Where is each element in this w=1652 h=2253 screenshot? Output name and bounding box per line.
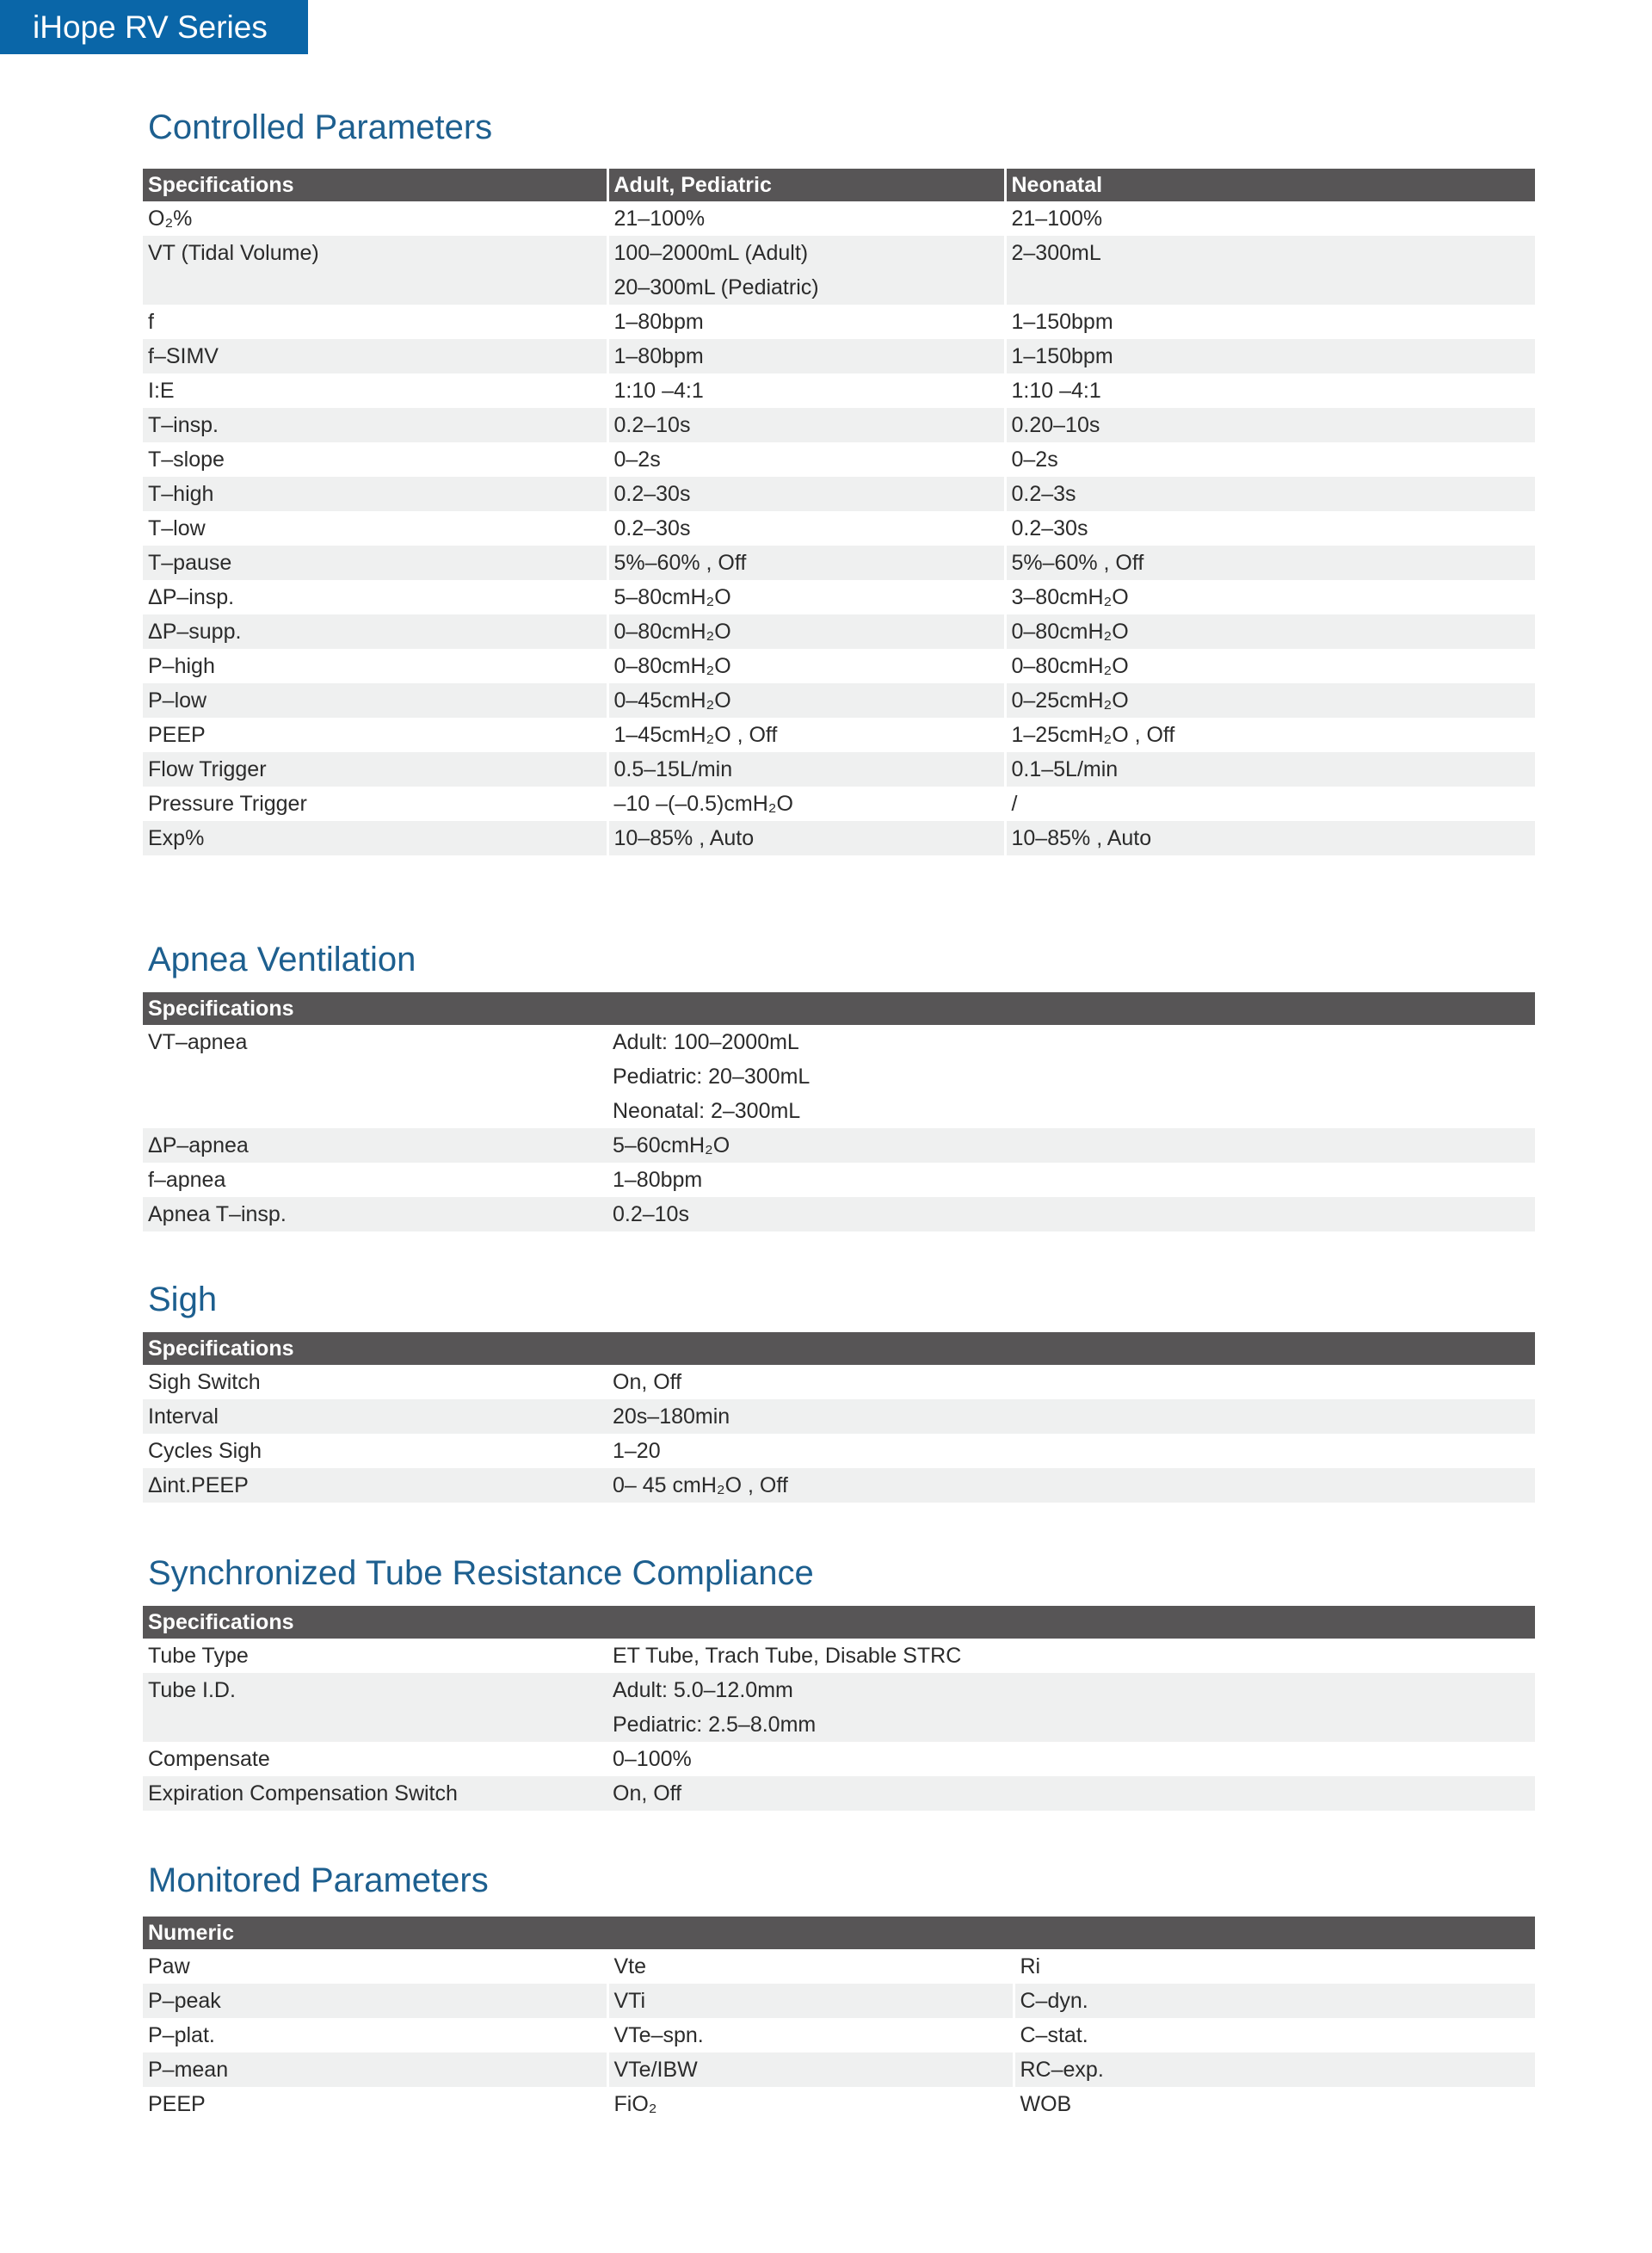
table-cell: PEEP [148, 2092, 206, 2116]
table-cell: 0–80cmH₂O [1005, 649, 1535, 683]
section-title: Synchronized Tube Resistance Compliance [148, 1554, 814, 1592]
table-cell: 0–2s [607, 442, 1005, 477]
table-row [143, 2052, 1535, 2087]
table-cell: VT (Tidal Volume) [143, 236, 607, 305]
table-row [143, 2018, 1535, 2052]
table-cell: Δint.PEEP [143, 1468, 607, 1503]
table-cell: 0.1–5L/min [1005, 752, 1535, 787]
table-cell: VTi [607, 1984, 1014, 2018]
table-cell: Flow Trigger [143, 752, 607, 787]
table-row [143, 339, 1535, 373]
table-header-row [143, 1917, 1535, 1949]
strc-section [143, 1556, 1535, 1811]
table-row [143, 614, 1535, 649]
series-header-tab: iHope RV Series [0, 0, 308, 54]
table-row [143, 373, 1535, 408]
table-cell: I:E [148, 379, 175, 403]
table-row [143, 1639, 1535, 1673]
table-cell: 10–85% , Auto [1005, 821, 1535, 855]
table-cell: 0.2–3s [1005, 477, 1535, 511]
table-cell: O₂% [148, 207, 193, 231]
table-cell: FiO₂ [607, 2087, 1014, 2121]
table-row [143, 477, 1535, 511]
table-row [143, 1025, 1535, 1128]
table-cell: T–high [143, 477, 607, 511]
table-cell: 1–80bpm [607, 305, 1005, 339]
table-row [143, 236, 1535, 305]
table-cell: 1:10 –4:1 [1005, 373, 1535, 408]
table-cell: 21–100% [607, 201, 1005, 236]
table-row [143, 1434, 1535, 1468]
table-cell: On, Off [613, 1370, 682, 1394]
table-cell: Adult: 100–2000mL Pediatric: 20–300mL Neonatal: 2–300mL [613, 1030, 811, 1123]
table-cell: 0.2–10s [607, 408, 1005, 442]
table-cell: 0–45cmH₂O [607, 683, 1005, 718]
table-cell: 0– 45 cmH₂O , Off [607, 1468, 1535, 1503]
table-cell: 3–80cmH₂O [1005, 580, 1535, 614]
table-row [143, 1197, 1535, 1231]
table-cell: Tube I.D. [143, 1673, 607, 1742]
table-row [143, 649, 1535, 683]
table-row [143, 718, 1535, 752]
table-cell: 5%–60% , Off [1005, 546, 1535, 580]
table-cell: Ri [1014, 1949, 1535, 1984]
table-cell: Exp% [143, 821, 607, 855]
table-cell: Cycles Sigh [148, 1439, 262, 1463]
table-cell: Interval [143, 1399, 607, 1434]
table-cell: 20s–180min [607, 1399, 1535, 1434]
table-cell: Apnea T–insp. [143, 1197, 607, 1231]
table-row [143, 2087, 1535, 2121]
table-row [143, 1776, 1535, 1811]
table-cell: 0–2s [1005, 442, 1535, 477]
table-cell: 0–25cmH₂O [1005, 683, 1535, 718]
table-cell: T–insp. [143, 408, 607, 442]
table-row [143, 201, 1535, 236]
table-header-cell: Specifications [143, 1606, 1535, 1639]
table-header-cell: Specifications [143, 169, 607, 201]
table-cell: VT–apnea [148, 1030, 248, 1054]
table-row [143, 821, 1535, 855]
table-cell: P–mean [143, 2052, 607, 2087]
table-cell: Paw [148, 1954, 190, 1978]
table-cell: ET Tube, Trach Tube, Disable STRC [613, 1644, 962, 1668]
table-cell: Tube Type [148, 1644, 249, 1668]
table-row [143, 1949, 1535, 1984]
table-cell: T–low [148, 516, 206, 540]
table-cell: / [1005, 787, 1535, 821]
table-cell: C–dyn. [1014, 1984, 1535, 2018]
table-cell: 1–80bpm [607, 339, 1005, 373]
sigh-table [143, 1332, 1535, 1503]
section-title: Apnea Ventilation [148, 941, 416, 978]
table-cell: 21–100% [1005, 201, 1535, 236]
table-cell: Pressure Trigger [148, 792, 307, 816]
table-header-cell: Numeric [143, 1917, 1535, 1949]
table-header-cell: Specifications [143, 1332, 1535, 1365]
table-cell: P–plat. [148, 2023, 215, 2047]
table-cell: PEEP [148, 723, 206, 747]
table-row [143, 1742, 1535, 1776]
table-cell: 0.20–10s [1005, 408, 1535, 442]
table-cell: f–SIMV [143, 339, 607, 373]
table-header-cell: Neonatal [1005, 169, 1535, 201]
section-title: Sigh [148, 1281, 218, 1318]
table-header-row [143, 169, 1535, 201]
table-cell: 0–80cmH₂O [1005, 614, 1535, 649]
table-header-row [143, 1332, 1535, 1365]
table-header-row [143, 992, 1535, 1025]
controlled-parameters-table [143, 169, 1535, 855]
strc-table [143, 1606, 1535, 1811]
table-row [143, 1984, 1535, 2018]
table-cell: Adult: 5.0–12.0mm Pediatric: 2.5–8.0mm [607, 1673, 1535, 1742]
table-cell: ΔP–supp. [143, 614, 607, 649]
table-cell: 5–60cmH₂O [607, 1128, 1535, 1163]
table-cell: VTe/IBW [607, 2052, 1014, 2087]
table-cell: P–high [148, 654, 215, 678]
table-header-row [143, 1606, 1535, 1639]
table-row [143, 787, 1535, 821]
table-cell: 1–80bpm [613, 1168, 703, 1192]
table-row [143, 752, 1535, 787]
table-cell: 5–80cmH₂O [607, 580, 1005, 614]
table-row [143, 1399, 1535, 1434]
table-cell: On, Off [607, 1776, 1535, 1811]
table-row [143, 546, 1535, 580]
table-row [143, 1673, 1535, 1742]
table-cell: 0.2–30s [607, 477, 1005, 511]
monitored-parameters-table [143, 1917, 1535, 2121]
table-row [143, 408, 1535, 442]
table-cell: Vte [607, 1949, 1014, 1984]
table-cell: C–stat. [1014, 2018, 1535, 2052]
table-cell: 1–25cmH₂O , Off [1005, 718, 1535, 752]
table-row [143, 580, 1535, 614]
table-cell: 1:10 –4:1 [607, 373, 1005, 408]
table-cell: Compensate [148, 1747, 270, 1771]
table-cell: 0–80cmH₂O [607, 614, 1005, 649]
table-cell: 5%–60% , Off [607, 546, 1005, 580]
table-cell: 1–20 [613, 1439, 661, 1463]
table-cell: 100–2000mL (Adult) 20–300mL (Pediatric) [607, 236, 1005, 305]
table-cell: f [148, 310, 154, 334]
table-cell: –10 –(–0.5)cmH₂O [607, 787, 1005, 821]
table-cell: 1–45cmH₂O , Off [607, 718, 1005, 752]
table-cell: 0–100% [613, 1747, 692, 1771]
table-cell: f–apnea [148, 1168, 226, 1192]
table-cell: 10–85% , Auto [607, 821, 1005, 855]
table-row [143, 1128, 1535, 1163]
controlled-parameters-section [143, 110, 1535, 855]
table-cell: Expiration Compensation Switch [143, 1776, 607, 1811]
table-cell: T–slope [148, 448, 225, 472]
table-cell: P–peak [143, 1984, 607, 2018]
table-cell: ΔP–apnea [143, 1128, 607, 1163]
table-cell: ΔP–insp. [148, 585, 235, 609]
table-cell: 0.2–10s [607, 1197, 1535, 1231]
table-cell: T–pause [143, 546, 607, 580]
table-cell: VTe–spn. [607, 2018, 1014, 2052]
table-cell: 0.5–15L/min [607, 752, 1005, 787]
sigh-section [143, 1282, 1535, 1503]
table-cell: 1–150bpm [1005, 305, 1535, 339]
table-row [143, 442, 1535, 477]
table-cell: 0.2–30s [607, 511, 1005, 546]
apnea-ventilation-table [143, 992, 1535, 1231]
table-row [143, 511, 1535, 546]
table-header-cell: Specifications [143, 992, 1535, 1025]
table-cell: P–low [143, 683, 607, 718]
table-header-cell: Adult, Pediatric [607, 169, 1005, 201]
table-cell: 0.2–30s [1005, 511, 1535, 546]
table-row [143, 305, 1535, 339]
apnea-ventilation-section [143, 942, 1535, 1231]
table-cell: Sigh Switch [148, 1370, 261, 1394]
table-cell: 0–80cmH₂O [607, 649, 1005, 683]
table-row [143, 1365, 1535, 1399]
table-row [143, 683, 1535, 718]
table-cell: WOB [1014, 2087, 1535, 2121]
table-row [143, 1468, 1535, 1503]
table-cell: 1–150bpm [1005, 339, 1535, 373]
monitored-parameters-section [143, 1863, 1535, 2121]
table-row [143, 1163, 1535, 1197]
section-title: Monitored Parameters [148, 1861, 489, 1899]
section-title: Controlled Parameters [148, 108, 493, 146]
table-cell: 2–300mL [1005, 236, 1535, 305]
table-cell: RC–exp. [1014, 2052, 1535, 2087]
